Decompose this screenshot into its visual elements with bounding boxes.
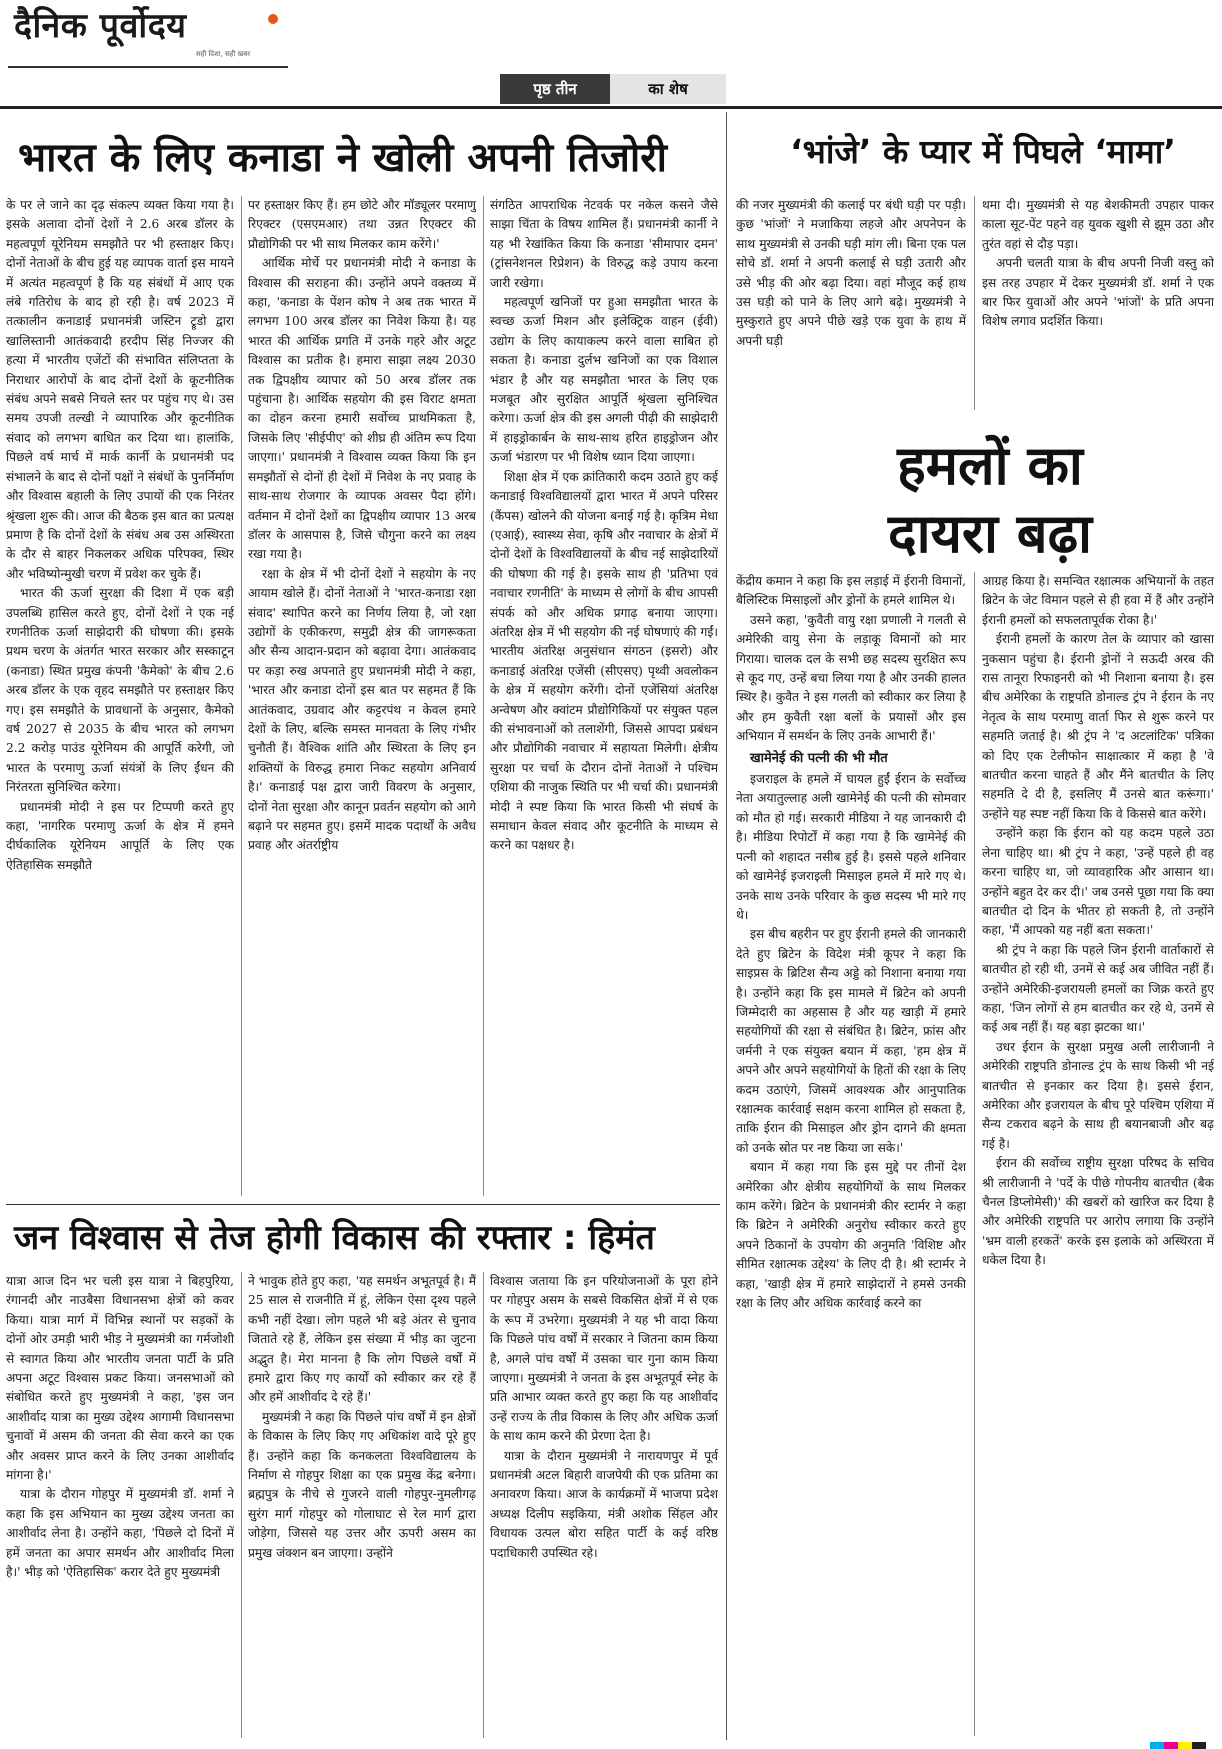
section-label-tab: का शेष bbox=[610, 74, 726, 104]
story3-subheading: खामेनेई की पत्नी की भी मौत bbox=[750, 750, 888, 766]
story4-paragraph: विश्वास जताया कि इन परियोजनाओं के पूरा होने पर गोहपुर असम के सबसे विकसित क्षेत्रों में से एक के रूप में उभरेगा। मुख्यमंत्री ने यह भी वादा किया कि पिछले पांच वर्षों में सरकार ने जितना काम किया है, अगले पांच वर्षों में उसका चार गुना काम किया जाएगा। मुख्यमंत्री ने जनता के इस अभूतपूर्व स्नेह के प्रति आभार व्यक्त करते हुए कहा कि यह आशीर्वाद उन्हें राज्य के तीव्र विकास के लिए और अधिक ऊर्जा के साथ काम करने की प्रेरणा देता है। bbox=[490, 1274, 718, 1444]
story1-paragraph: प्रधानमंत्री मोदी ने इस पर टिप्पणी करते हुए कहा, 'नागरिक परमाणु ऊर्जा के क्षेत्र में हमने दीर्घकालिक यूरेनियम आपूर्ति के लिए एक ऐतिहासिक समझौते bbox=[6, 799, 234, 872]
story3-paragraph: ईरानी हमलों के कारण तेल के व्यापार को खासा नुकसान पहुंचा है। ईरानी ड्रोनों ने सऊदी अरब की रास तानूरा रिफाइनरी को भी निशाना बनाया है। इस बीच अमेरिका के राष्ट्रपति डोनाल्ड ट्रंप ने ईरान के नए नेतृत्व के साथ परमाणु वार्ता फिर से शुरू करने पर सहमति जताई है। श्री ट्रंप ने 'द अटलांटिक' पत्रिका को दिए एक टेलीफोन साक्षात्कार में कहा है 'वे बातचीत करना चाहते हैं और मैंने बातचीत के लिए सहमति दे दी है, इसलिए मैं उनसे बात करूंगा।' उन्होंने यह स्पष्ट नहीं किया कि वे किससे बात करेंगे। bbox=[982, 632, 1214, 821]
story4-paragraph: मुख्यमंत्री ने कहा कि पिछले पांच वर्षों में इन क्षेत्रों के विकास के लिए किए गए अधिकांश वादे पूरे हुए हैं। उन्होंने कहा कि कनकलता विश्वविद्यालय के निर्माण से गोहपुर शिक्षा का एक प्रमुख केंद्र बनेगा। ब्रह्मपुत्र के नीचे से गुजरने वाली गोहपुर-नुमलीगढ़ सुरंग मार्ग गोहपुर को गोलाघाट से रेल मार्ग द्वारा जोड़ेगा, जिससे यह उत्तर और ऊपरी असम का प्रमुख जंक्शन बन जाएगा। उन्होंने bbox=[248, 1409, 476, 1560]
story2-column-1 bbox=[736, 196, 966, 410]
story1-paragraph: आर्थिक मोर्चे पर प्रधानमंत्री मोदी ने कनाडा के विश्वास की सराहना की। उन्होंने अपने वक्तव्य में कहा, 'कनाडा के पेंशन कोष ने अब तक भारत में लगभग 100 अरब डॉलर का निवेश किया है। यह भारत की आर्थिक प्रगति में उनके गहरे और अटूट विश्वास का प्रतीक है। हमारा साझा लक्ष्य 2030 तक द्विपक्षीय व्यापार को 50 अरब डॉलर तक पहुंचाना है। आर्थिक सहयोग की इस विराट क्षमता का दोहन करना हमारी सर्वोच्च प्राथमिकता है, जिसके लिए 'सीईपीए' को शीघ्र ही अंतिम रूप दिया जाएगा।' प्रधानमंत्री ने विश्वास व्यक्त किया कि इन समझौतों से दोनों ही देशों में निवेश के नए प्रवाह के साथ-साथ रोजगार के व्यापक अवसर पैदा होंगे। वर्तमान में दोनों देशों का द्विपक्षीय व्यापार 13 अरब डॉलर के आसपास है, जिसे चौगुना करने का लक्ष्य रखा गया है। bbox=[248, 256, 476, 562]
story4-paragraph: ने भावुक होते हुए कहा, 'यह समर्थन अभूतपूर्व है। मैं 25 साल से राजनीति में हूं, लेकिन ऐसा दृश्य पहले कभी नहीं देखा। लोग पहले भी बड़े अंतर से चुनाव जिताते रहे हैं, लेकिन इस संख्या में भीड़ का जुटना अद्भुत है। मेरा मानना है कि लोग पिछले वर्षों में हमारे द्वारा किए गए कार्यों को स्वीकार कर रहे हैं और हमें आशीर्वाद दे रहे हैं।' bbox=[248, 1274, 476, 1405]
story4-paragraph: यात्रा के दौरान मुख्यमंत्री ने नारायणपुर में पूर्व प्रधानमंत्री अटल बिहारी वाजपेयी की एक प्रतिमा का अनावरण किया। आज के कार्यक्रमों में भाजपा प्रदेश अध्यक्ष दिलीप सइकिया, मंत्री अशोक सिंहल और विधायक उत्पल बोरा सहित पार्टी के कई वरिष्ठ पदाधिकारी उपस्थित रहे। bbox=[490, 1448, 718, 1560]
story3-paragraph: केंद्रीय कमान ने कहा कि इस लड़ाई में ईरानी विमानों, बैलिस्टिक मिसाइलों और ड्रोनों के हमले शामिल थे। bbox=[736, 574, 966, 608]
story1-paragraph: महत्वपूर्ण खनिजों पर हुआ समझौता भारत के स्वच्छ ऊर्जा मिशन और इलेक्ट्रिक वाहन (ईवी) उद्योग के लिए कायाकल्प करने वाला साबित हो सकता है। कनाडा दुर्लभ खनिजों का एक विशाल भंडार है और यह समझौता भारत के लिए एक मजबूत और सुरक्षित आपूर्ति श्रृंखला सुनिश्चित करेगा। ऊर्जा क्षेत्र की इस अगली पीढ़ी की साझेदारी में हाइड्रोकार्बन के साथ-साथ हरित हाइड्रोजन और ऊर्जा भंडारण पर भी विशेष ध्यान दिया जाएगा। bbox=[490, 295, 718, 465]
story3-paragraph: श्री ट्रंप ने कहा कि पहले जिन ईरानी वार्ताकारों से बातचीत हो रही थी, उनमें से कई अब जीवित नहीं हैं। उन्होंने अमेरिकी-इजरायली हमलों का जिक्र करते हुए कहा, 'जिन लोगों से हम बातचीत कर रहे थे, उनमें से कई अब नहीं हैं। यह बड़ा झटका था।' bbox=[982, 942, 1214, 1035]
newspaper-title: दैनिक पूर्वोदय bbox=[14, 6, 187, 46]
story2-column-2 bbox=[982, 196, 1214, 410]
story1-headline: भारत के लिए कनाडा ने खोली अपनी तिजोरी bbox=[18, 135, 667, 181]
column-divider bbox=[483, 1272, 484, 1738]
story2-paragraph: थमा दी। मुख्यमंत्री से यह बेशकीमती उपहार पाकर काला सूट-पेंट पहने वह युवक खुशी से झूम उठा और तुरंत वहां से दौड़ पड़ा। bbox=[982, 198, 1214, 251]
story1-column-1 bbox=[6, 196, 234, 1198]
story2-paragraph: अपनी चलती यात्रा के बीच अपनी निजी वस्तु को इस तरह उपहार में देकर मुख्यमंत्री डॉ. शर्मा ने एक बार फिर युवाओं और अपने 'भांजों' के प्रति अपना विशेष लगाव प्रदर्शित किया। bbox=[982, 256, 1214, 329]
story1-paragraph: के पर ले जाने का दृढ़ संकल्प व्यक्त किया गया है। इसके अलावा दोनों देशों ने 2.6 अरब डॉलर के महत्वपूर्ण यूरेनियम समझौते पर भी हस्ताक्षर किए। दोनों नेताओं के बीच हुई यह व्यापक वार्ता इस मायने में अत्यंत महत्वपूर्ण है कि यह संबंधों में आए एक लंबे गतिरोध के बाद हो रही है। वर्ष 2023 में तत्कालीन कनाडाई प्रधानमंत्री जस्टिन ट्रूडो द्वारा खालिस्तानी आतंकवादी हरदीप सिंह निज्जर की हत्या में भारतीय एजेंटों की संभावित संलिप्तता के निराधार आरोपों के बाद दोनों देशों के कूटनीतिक संबंध अपने सबसे निचले स्तर पर पहुंच गए थे। उस समय उपजी तल्खी ने व्यापारिक और कूटनीतिक संवाद को लगभग बाधित कर दिया था। हालांकि, पिछले वर्ष मार्च में मार्क कार्नी के प्रधानमंत्री पद संभालने के बाद से दोनों पक्षों ने संबंधों के पुनर्निर्माण और विश्वास बहाली के लिए उपायों की एक निरंतर श्रृंखला शुरू की। आज की बैठक इस बात का प्रत्यक्ष प्रमाण है कि दोनों देशों के संबंध अब उस अस्थिरता के दौर से बाहर निकलकर अधिक परिपक्व, स्थिर और भविष्योन्मुखी चरण में प्रवेश कर चुके हैं। bbox=[6, 198, 234, 581]
column-divider bbox=[241, 1272, 242, 1738]
column-divider bbox=[483, 196, 484, 1196]
story3-paragraph: उन्होंने कहा कि ईरान को यह कदम पहले उठा लेना चाहिए था। श्री ट्रंप ने कहा, 'उन्हें पहले ही वह करना चाहिए था, जो व्यावहारिक और आसान था। उन्होंने बहुत देर कर दी।' जब उनसे पूछा गया कि क्या बातचीत दो दिन के भीतर हो सकती है, तो उन्होंने कहा, 'मैं आपको यह नहीं बता सकता।' bbox=[982, 826, 1214, 938]
story4-column-1 bbox=[6, 1272, 234, 1738]
newspaper-tagline: सही दिशा, सही खबर bbox=[196, 50, 251, 58]
story3-paragraph: बयान में कहा गया कि इस मुद्दे पर तीनों देश अमेरिका और क्षेत्रीय सहयोगियों के साथ मिलकर काम करेंगे। ब्रिटेन के प्रधानमंत्री कीर स्टार्मर ने कहा कि ब्रिटेन ने अमेरिकी अनुरोध स्वीकार करते हुए अपने ठिकानों के उपयोग की अनुमति 'विशिष्ट और सीमित रक्षात्मक उद्देश्य' के लिए दी है। श्री स्टार्मर ने कहा, 'खाड़ी क्षेत्र में हमारे साझेदारों ने हमसे उनकी रक्षा के लिए और अधिक कार्रवाई करने का bbox=[736, 1160, 966, 1311]
story1-paragraph: भारत की ऊर्जा सुरक्षा की दिशा में एक बड़ी उपलब्धि हासिल करते हुए, दोनों देशों ने एक नई रणनीतिक ऊर्जा साझेदारी की घोषणा की। इसके प्रथम चरण के अंतर्गत भारत सरकार और सस्काटून (कनाडा) स्थित प्रमुख कंपनी 'कैमेको' के बीच 2.6 अरब डॉलर के एक वृहद समझौते पर हस्ताक्षर किए गए। इस समझौते के प्रावधानों के अनुसार, कैमेको वर्ष 2027 से 2035 के बीच भारत को लगभग 2.2 करोड़ पाउंड यूरेनियम की आपूर्ति करेगी, जो भारत के परमाणु ऊर्जा संयंत्रों के लिए ईंधन की निरंतरता सुनिश्चित करेगा। bbox=[6, 586, 234, 795]
story4-paragraph: यात्रा आज दिन भर चली इस यात्रा ने बिहपुरिया, रंगानदी और नाउबैसा विधानसभा क्षेत्रों को कवर किया। यात्रा मार्ग में विभिन्न स्थानों पर सड़कों के दोनों ओर उमड़ी भारी भीड़ ने मुख्यमंत्री का गर्मजोशी से स्वागत किया और भारतीय जनता पार्टी के प्रति अपना अटूट विश्वास प्रकट किया। जनसभाओं को संबोधित करते हुए मुख्यमंत्री ने कहा, 'इस जन आशीर्वाद यात्रा का मुख्य उद्देश्य आगामी विधानसभा चुनावों में असम की जनता की सेवा करने का एक और अवसर प्राप्त करने के लिए उनका आशीर्वाद मांगना है।' bbox=[6, 1274, 234, 1483]
column-divider bbox=[974, 196, 975, 410]
column-divider bbox=[974, 572, 975, 1736]
story4-paragraph: यात्रा के दौरान गोहपुर में मुख्यमंत्री डॉ. शर्मा ने कहा कि इस अभियान का मुख्य उद्देश्य जनता का आशीर्वाद लेना है। उन्होंने कहा, 'पिछले दो दिनों में हमें जनता का अपार समर्थन और आशीर्वाद मिला है।' भीड़ को 'ऐतिहासिक' करार देते हुए मुख्यमंत्री bbox=[6, 1487, 234, 1580]
story3-column-2 bbox=[982, 572, 1214, 1738]
story3-paragraph: ईरान की सर्वोच्च राष्ट्रीय सुरक्षा परिषद के सचिव श्री लारीजानी ने 'पर्दे के पीछे गोपनीय बातचीत (बैक चैनल डिप्लोमेसी)' की खबरों को खारिज कर दिया है और अमेरिकी राष्ट्रपति पर आरोप लगाया कि उन्होंने 'भ्रम वाली हरकतें' करके इस इलाके को अस्थिरता में धकेल दिया है। bbox=[982, 1156, 1214, 1268]
story3-paragraph: उसने कहा, 'कुवैती वायु रक्षा प्रणाली ने गलती से अमेरिकी वायु सेना के लड़ाकू विमानों को मार गिराया। चालक दल के सभी छह सदस्य सुरक्षित रूप से कूद गए, उन्हें बचा लिया गया है और उनकी हालत स्थिर है। कुवैत ने इस गलती को स्वीकार कर लिया है और हम कुवैती रक्षा बलों के प्रयासों और इस अभियान में समर्थन के लिए उनके आभारी हैं।' bbox=[736, 612, 966, 744]
story3-paragraph: इजराइल के हमले में घायल हुईं ईरान के सर्वोच्च नेता अयातुल्लाह अली खामेनेई की पत्नी की सोमवार को मौत हो गई। सरकारी मीडिया ने यह जानकारी दी है। मीडिया रिपोर्टों में कहा गया है कि खामेनेई की पत्नी को शहादत नसीब हुई है। इससे पहले शनिवार को खामेनेई इजराइली मिसाइल हमले में मारे गए थे। उनके साथ उनके परिवार के कुछ सदस्य भी मारे गए थे। bbox=[736, 772, 966, 922]
masthead-dot-icon bbox=[268, 14, 278, 24]
story1-paragraph: संगठित आपराधिक नेटवर्क पर नकेल कसने जैसे साझा चिंता के विषय शामिल हैं। प्रधानमंत्री कार्नी ने यह भी रेखांकित किया कि कनाडा 'सीमापार दमन' (ट्रांसनेशनल रिप्रेशन) के विरुद्ध कड़े उपाय करना जारी रखेगा। bbox=[490, 198, 718, 290]
story1-paragraph: पर हस्ताक्षर किए हैं। हम छोटे और मॉड्यूलर परमाणु रिएक्टर (एसएमआर) तथा उन्नत रिएक्टर की प्रौद्योगिकी पर भी साथ मिलकर काम करेंगे।' bbox=[248, 198, 476, 251]
story3-column-1 bbox=[736, 572, 966, 1738]
story4-column-3 bbox=[490, 1272, 718, 1738]
story2-paragraph: की नजर मुख्यमंत्री की कलाई पर बंधी घड़ी पर पड़ी। कुछ 'भांजों' ने मजाकिया लहजे और अपनेपन के साथ मुख्यमंत्री से उनकी घड़ी मांग ली। बिना एक पल सोचे डॉ. शर्मा ने अपनी कलाई से घड़ी उतारी और उसे भीड़ की ओर बढ़ा दिया। वहां मौजूद कई हाथ उस घड़ी को पाने के लिए आगे बढ़े। मुख्यमंत्री ने मुस्कुराते हुए अपने पीछे खड़े एक युवा के हाथ में अपनी घड़ी bbox=[736, 198, 966, 348]
story1-paragraph: रक्षा के क्षेत्र में भी दोनों देशों ने सहयोग के नए आयाम खोले हैं। दोनों नेताओं ने 'भारत-कनाडा रक्षा संवाद' स्थापित करने का निर्णय लिया है, जो रक्षा उद्योगों के एकीकरण, समुद्री क्षेत्र की जागरूकता और सैन्य आदान-प्रदान को बढ़ावा देगा। आतंकवाद पर कड़ा रुख अपनाते हुए प्रधानमंत्री मोदी ने कहा, 'भारत और कनाडा दोनों इस बात पर सहमत हैं कि आतंकवाद, उग्रवाद और कट्टरपंथ न केवल हमारे देशों के लिए, बल्कि समस्त मानवता के लिए गंभीर चुनौती हैं। वैश्विक शांति और स्थिरता के लिए इन शक्तियों के विरुद्ध हमारा निकट सहयोग अनिवार्य है।' कनाडाई पक्ष द्वारा जारी विवरण के अनुसार, दोनों नेता सुरक्षा और कानून प्रवर्तन सहयोग को आगे बढ़ाने पर सहमत हुए। इसमें मादक पदार्थों के अवैध प्रवाह और अंतर्राष्ट्रीय bbox=[248, 566, 476, 853]
story1-column-2 bbox=[248, 196, 476, 1198]
story3-paragraph: आग्रह किया है। समन्वित रक्षात्मक अभियानों के तहत ब्रिटेन के जेट विमान पहले से ही हवा में हैं और उन्होंने ईरानी हमलों को सफलतापूर्वक रोका है।' bbox=[982, 574, 1214, 627]
story1-paragraph: शिक्षा क्षेत्र में एक क्रांतिकारी कदम उठाते हुए कई कनाडाई विश्वविद्यालयों द्वारा भारत में अपने परिसर (कैंपस) खोलने की योजना बनाई गई है। कृत्रिम मेधा (एआई), स्वास्थ्य सेवा, कृषि और नवाचार के क्षेत्रों में दोनों देशों के विश्वविद्यालयों के बीच नई साझेदारियों की घोषणा की गई है। इसके साथ ही 'प्रतिभा एवं नवाचार रणनीति' के माध्यम से लोगों के बीच आपसी संपर्क को और अधिक प्रगाढ़ बनाया जाएगा। अंतरिक्ष क्षेत्र में भी सहयोग की नई घोषणाएं की गईं। भारतीय अंतरिक्ष अनुसंधान संगठन (इसरो) और कनाडाई अंतरिक्ष एजेंसी (सीएसए) पृथ्वी अवलोकन के क्षेत्र में सहयोग करेंगी। दोनों एजेंसियां अंतरिक्ष अन्वेषण और क्वांटम प्रौद्योगिकियों पर संयुक्त पहल की संभावनाओं को तलाशेंगी, जिससे आपदा प्रबंधन और प्रौद्योगिकी नवाचार में सहायता मिलेगी। क्षेत्रीय सुरक्षा पर चर्चा के दौरान दोनों नेताओं ने पश्चिम एशिया की नाजुक स्थिति पर भी चर्चा की। प्रधानमंत्री मोदी ने स्पष्ट किया कि भारत किसी भी संघर्ष के समाधान केवल संवाद और कूटनीति के माध्यम से करने का पक्षधर है। bbox=[490, 469, 718, 853]
story3-headline-line: हमलों का bbox=[897, 434, 1083, 497]
column-divider bbox=[241, 196, 242, 1196]
story3-paragraph: उधर ईरान के सुरक्षा प्रमुख अली लारीजानी ने अमेरिकी राष्ट्रपति डोनाल्ड ट्रंप के साथ किसी भी नई बातचीत से इनकार कर दिया है। इससे ईरान, अमेरिका और इजरायल के बीच पूरे पश्चिम एशिया में सैन्य टकराव बढ़ने के साथ ही बयानबाजी और बढ़ गई है। bbox=[982, 1039, 1214, 1151]
section-page-tab: पृष्ठ तीन bbox=[500, 74, 610, 104]
page-section-divider bbox=[726, 112, 727, 1740]
story3-paragraph: इस बीच बहरीन पर हुए ईरानी हमले की जानकारी देते हुए ब्रिटेन के विदेश मंत्री कूपर ने कहा कि साइप्रस के ब्रिटिश सैन्य अड्डे को निशाना बनाया गया है। उन्होंने कहा कि इस मामले में ब्रिटेन को अपनी जिम्मेदारी का अहसास है और यह खाड़ी में हमारे सहयोगियों की रक्षा से संबंधित है। ब्रिटेन, फ्रांस और जर्मनी ने एक संयुक्त बयान में कहा, 'हम क्षेत्र में अपने और अपने सहयोगियों के हितों की रक्षा के लिए कदम उठाएंगे, जिसमें आवश्यक और आनुपातिक रक्षात्मक कार्रवाई सक्षम करना शामिल हो सकता है, ताकि ईरान की मिसाइल और ड्रोन दागने की क्षमता को उनके स्रोत पर नष्ट किया जा सके।' bbox=[736, 927, 966, 1155]
registration-mark-black bbox=[1192, 1742, 1206, 1749]
registration-mark-magenta bbox=[1164, 1742, 1178, 1749]
story1-column-3 bbox=[490, 196, 718, 1198]
story2-headline: ‘भांजे’ के प्यार में पिघले ‘मामा’ bbox=[790, 132, 1176, 171]
story3-headline-line: दायरा बढ़ा bbox=[887, 502, 1093, 565]
registration-mark-yellow bbox=[1178, 1742, 1192, 1749]
story4-headline: जन विश्वास से तेज होगी विकास की रफ्तार : हिमंत bbox=[14, 1218, 655, 1258]
story3-headline bbox=[800, 432, 1180, 568]
registration-mark-cyan bbox=[1150, 1742, 1164, 1749]
story4-column-2 bbox=[248, 1272, 476, 1738]
masthead-divider bbox=[0, 106, 1222, 109]
story4-top-rule bbox=[6, 1204, 720, 1205]
masthead-underline bbox=[8, 66, 288, 68]
